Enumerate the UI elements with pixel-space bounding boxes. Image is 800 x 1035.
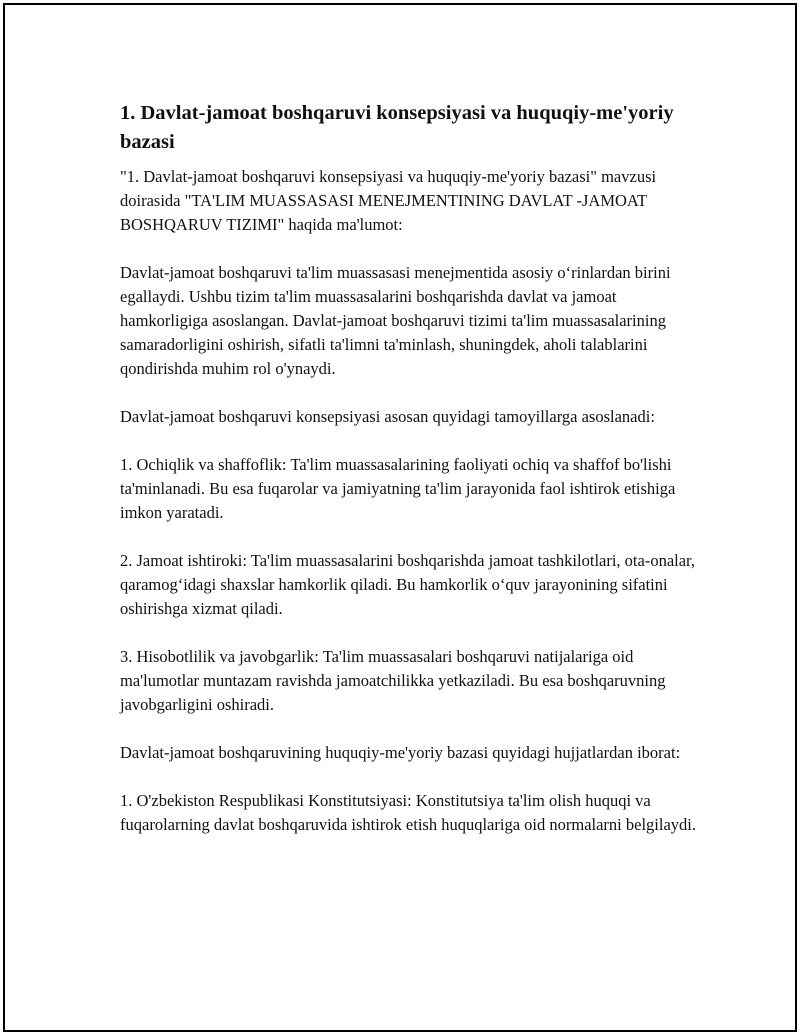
document-body bbox=[120, 99, 700, 861]
legal-basis-1-paragraph: 1. O'zbekiston Respublikasi Konstitutsiyasi: Konstitutsiya ta'lim olish huquqi va fuqarolarning davlat boshqaruvida ishtirok etish huquqlariga oid normalarni belgilaydi. bbox=[120, 791, 696, 834]
principles-intro-paragraph: Davlat-jamoat boshqaruvi konsepsiyasi asosan quyidagi tamoyillarga asoslanadi: bbox=[120, 407, 655, 426]
principle-2-paragraph: 2. Jamoat ishtiroki: Ta'lim muassasalarini boshqarishda jamoat tashkilotlari, ota-onalar, qaramog‘idagi shaxslar hamkorlik qiladi. Bu hamkorlik o‘quv jarayonining sifatini oshirishga xizmat qiladi. bbox=[120, 551, 696, 618]
principle-1-paragraph: 1. Ochiqlik va shaffoflik: Ta'lim muassasalarining faoliyati ochiq va shaffof bo'lishi ta'minlanadi. Bu esa fuqarolar va jamiyatning ta'lim jarayonida faol ishtirok etishiga imkon yaratadi. bbox=[120, 455, 676, 522]
document-page bbox=[3, 3, 797, 1032]
intro-paragraph: "1. Davlat-jamoat boshqaruvi konsepsiyasi va huquqiy-me'yoriy bazasi" mavzusi doirasida "TA'LIM MUASSASASI MENEJMENTINING DAVLAT -JAMOAT BOSHQARUV TIZIMI" haqida ma'lumot: bbox=[120, 167, 657, 234]
principle-3-paragraph: 3. Hisobotlilik va javobgarlik: Ta'lim muassasalari boshqaruvi natijalariga oid ma'lumotlar muntazam ravishda jamoatchilikka yetkaziladi. Bu esa boshqaruvning javobgarligini oshiradi. bbox=[120, 647, 666, 714]
document-title: 1. Davlat-jamoat boshqaruvi konsepsiyasi va huquqiy-me'yoriy bazasi bbox=[120, 102, 674, 153]
legal-basis-intro-paragraph: Davlat-jamoat boshqaruvining huquqiy-me'yoriy bazasi quyidagi hujjatlardan iborat: bbox=[120, 743, 681, 762]
overview-paragraph: Davlat-jamoat boshqaruvi ta'lim muassasasi menejmentida asosiy o‘rinlardan birini egallaydi. Ushbu tizim ta'lim muassasalarini boshqarishda davlat va jamoat hamkorligiga asoslangan. Davlat-jamoat boshqaruvi tizimi ta'lim muassasalarining samaradorligini oshirish, sifatli ta'limni ta'minlash, shuningdek, aholi talablarini qondirishda muhim rol o'ynaydi. bbox=[120, 263, 671, 378]
